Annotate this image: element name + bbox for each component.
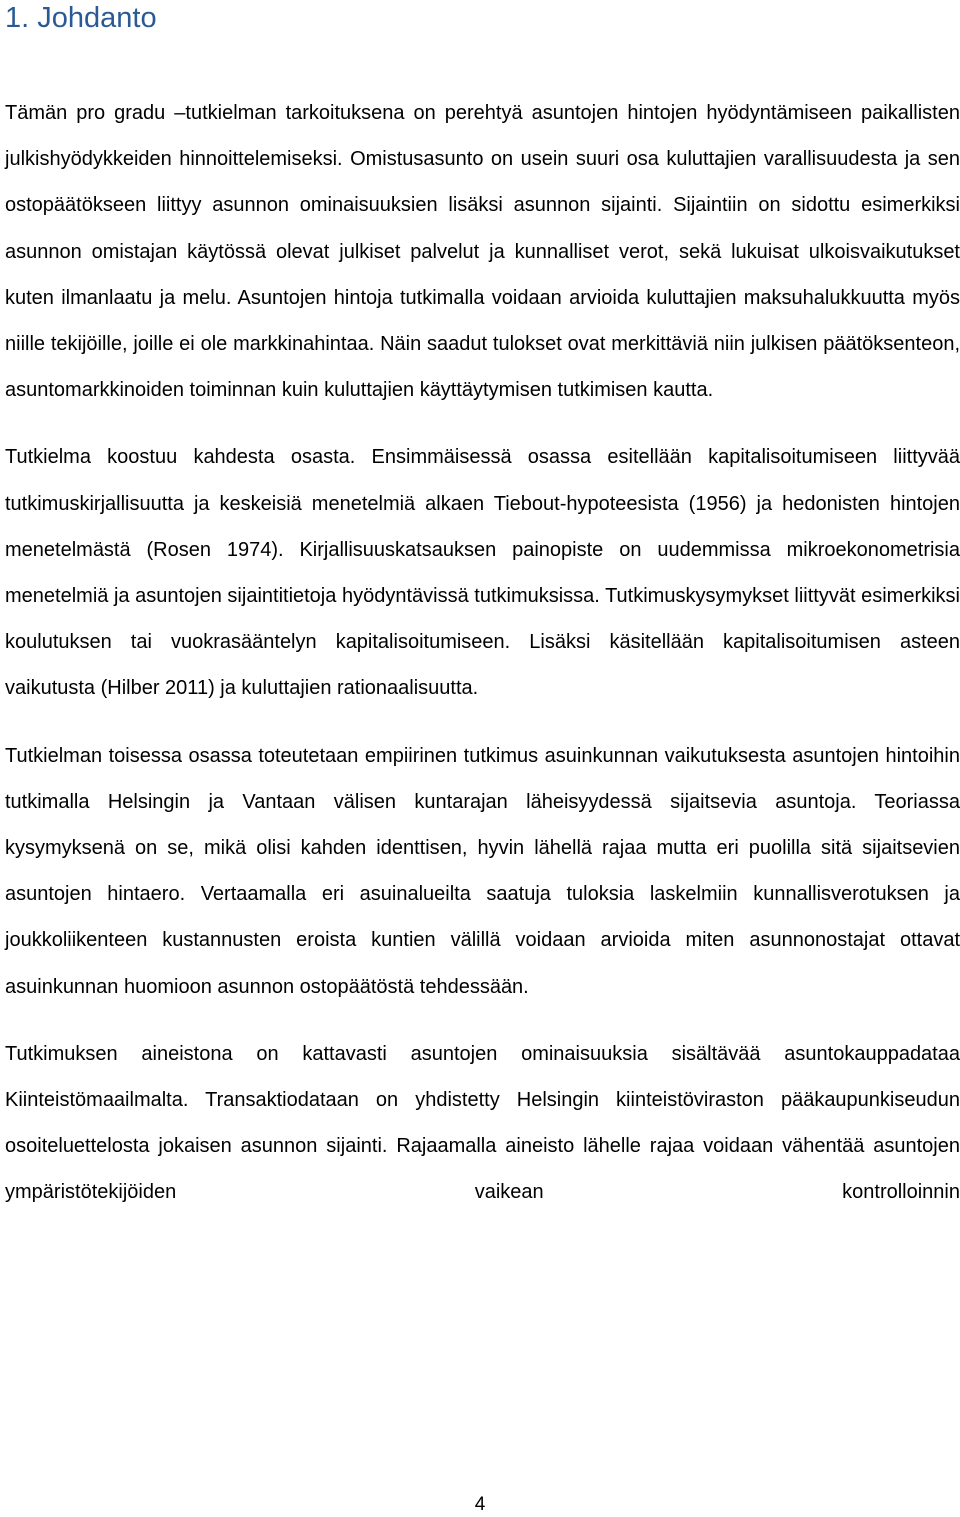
page-number: 4 (474, 1494, 486, 1515)
paragraph-structure: Tutkielma koostuu kahdesta osasta. Ensimmäisessä osassa esitellään kapitalisoitumiseen liittyvää tutkimuskirjallisuutta ja keskeisiä menetelmiä alkaen Tiebout-hypoteesista (1956) ja hedonisten hintojen menetelmästä (Rosen 1974). Kirjallisuuskatsauksen painopiste on uudemmissa mikroekonometrisia menetelmiä ja asuntojen sijaintitietoja hyödyntävissä tutkimuksissa. Tutkimuskysymykset liittyvät esimerkiksi koulutuksen tai vuokrasääntelyn kapitalisoitumiseen. Lisäksi käsitellään kapitalisoitumisen asteen vaikutusta (Hilber 2011) ja kuluttajien rationaalisuutta. (5, 446, 960, 700)
document-page (5, 0, 960, 1216)
paragraph-introduction: Tämän pro gradu –tutkielman tarkoituksena on perehtyä asuntojen hintojen hyödyntämiseen paikallisten julkishyödykkeiden hinnoittelemiseksi. Omistusasunto on usein suuri osa kuluttajien varallisuudesta ja sen ostopäätökseen liittyy asunnon ominaisuuksien lisäksi asunnon sijainti. Sijaintiin on sidottu esimerkiksi asunnon omistajan käytössä olevat julkiset palvelut ja kunnalliset verot, sekä lukuisat ulkoisvaikutukset kuten ilmanlaatu ja melu. Asuntojen hintoja tutkimalla voidaan arvioida kuluttajien maksuhalukkuutta myös niille tekijöille, joille ei ole markkinahintaa. Näin saadut tulokset ovat merkittäviä niin julkisen päätöksenteon, asuntomarkkinoiden toiminnan kuin kuluttajien käyttäytymisen tutkimisen kautta. (5, 102, 960, 402)
paragraph-data: Tutkimuksen aineistona on kattavasti asuntojen ominaisuuksia sisältävää asuntokauppadataa Kiinteistömaailmalta. Transaktiodataan on yhdistetty Helsingin kiinteistöviraston pääkaupunkiseudun osoiteluettelosta jokaisen asunnon sijainti. Rajaamalla aineisto lähelle rajaa voidaan vähentää asuntojen ympäristötekijöiden vaikean kontrolloinnin (5, 1042, 960, 1204)
paragraph-empirical-part: Tutkielman toisessa osassa toteutetaan empiirinen tutkimus asuinkunnan vaikutuksesta asuntojen hintoihin tutkimalla Helsingin ja Vantaan välisen kuntarajan läheisyydessä sijaitsevia asuntoja. Teoriassa kysymyksenä on se, mikä olisi kahden identtisen, hyvin lähellä rajaa mutta eri puolilla sitä sijaitsevien asuntojen hintaero. Vertaamalla eri asuinalueilta saatuja tuloksia laskelmiin kunnallisverotuksen ja joukkoliikenteen kustannusten eroista kuntien välillä voidaan arvioida miten asunnonostajat ottavat asuinkunnan huomioon asunnon ostopäätöstä tehdessään. (5, 744, 960, 998)
section-heading: 1. Johdanto (5, 2, 157, 34)
